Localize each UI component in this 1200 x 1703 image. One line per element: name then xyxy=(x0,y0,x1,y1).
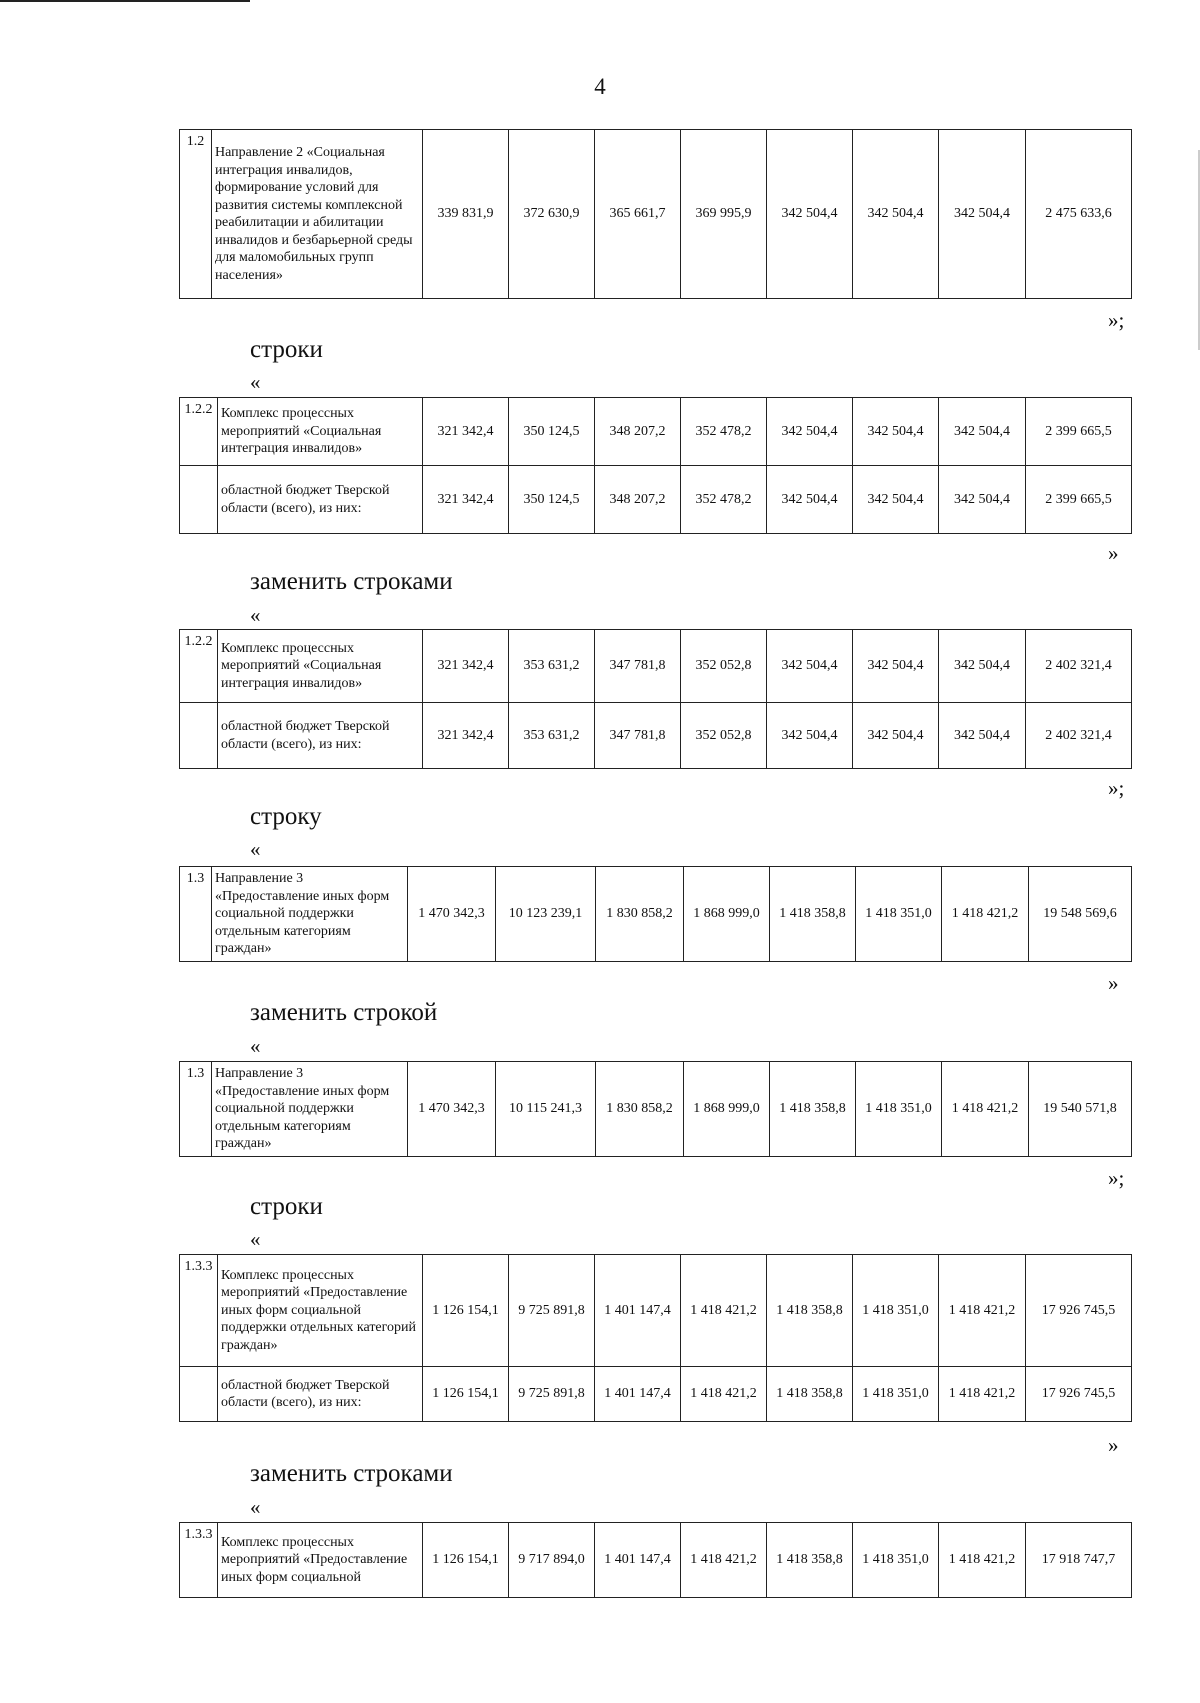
value-cell: 1 830 858,2 xyxy=(596,1062,684,1157)
table-row xyxy=(180,1255,1132,1367)
value-cell: 342 504,4 xyxy=(767,466,853,534)
table-complex-1-2-2-new xyxy=(179,629,1132,769)
value-cell: 1 418 421,2 xyxy=(939,1255,1026,1367)
value-cell: 17 926 745,5 xyxy=(1026,1255,1132,1367)
opening-quote: « xyxy=(250,603,261,627)
value-cell: 348 207,2 xyxy=(595,466,681,534)
value-cell: 1 418 358,8 xyxy=(767,1367,853,1422)
value-cell: 1 868 999,0 xyxy=(684,867,770,962)
table-row xyxy=(180,867,1132,962)
value-cell: 352 478,2 xyxy=(681,466,767,534)
value-cell: 342 504,4 xyxy=(939,703,1026,769)
row-number: 1.3 xyxy=(180,1062,212,1157)
value-cell: 342 504,4 xyxy=(767,398,853,466)
value-cell: 1 418 358,8 xyxy=(767,1255,853,1367)
value-cell: 321 342,4 xyxy=(423,398,509,466)
row-name: областной бюджет Тверской области (всего), из них: xyxy=(218,466,423,534)
row-number xyxy=(180,703,218,769)
closing-quote: »; xyxy=(1108,776,1125,800)
row-number: 1.3 xyxy=(180,867,212,962)
table-complex-1-3-3-old xyxy=(179,1254,1132,1422)
value-cell: 342 504,4 xyxy=(939,130,1026,299)
value-cell: 339 831,9 xyxy=(423,130,509,299)
value-cell: 342 504,4 xyxy=(767,130,853,299)
section-caption: строки xyxy=(250,1193,323,1220)
value-cell: 1 470 342,3 xyxy=(408,867,496,962)
table-row xyxy=(180,130,1132,299)
value-cell: 1 418 421,2 xyxy=(681,1523,767,1598)
table-direction-2 xyxy=(179,129,1132,299)
row-name: областной бюджет Тверской области (всего), из них: xyxy=(218,1367,423,1422)
value-cell: 1 418 358,8 xyxy=(770,867,856,962)
row-name: Направление 2 «Социальная интеграция инвалидов, формирование условий для развития системы комплексной реабилитации и абилитации инвалидов и безбарьерной среды для маломобильных групп населения» xyxy=(212,130,423,299)
row-number: 1.2.2 xyxy=(180,398,218,466)
value-cell: 353 631,2 xyxy=(509,630,595,703)
value-cell: 1 868 999,0 xyxy=(684,1062,770,1157)
value-cell: 342 504,4 xyxy=(939,466,1026,534)
row-name: Направление 3 «Предоставление иных форм социальной поддержки отдельным категориям граждан» xyxy=(212,867,408,962)
table-row xyxy=(180,1367,1132,1422)
value-cell: 2 475 633,6 xyxy=(1026,130,1132,299)
value-cell: 342 504,4 xyxy=(853,130,939,299)
value-cell: 342 504,4 xyxy=(939,630,1026,703)
opening-quote: « xyxy=(250,1495,261,1519)
value-cell: 365 661,7 xyxy=(595,130,681,299)
value-cell: 1 126 154,1 xyxy=(423,1367,509,1422)
value-cell: 321 342,4 xyxy=(423,630,509,703)
table-row xyxy=(180,1062,1132,1157)
value-cell: 19 540 571,8 xyxy=(1029,1062,1132,1157)
opening-quote: « xyxy=(250,370,261,394)
opening-quote: « xyxy=(250,837,261,861)
row-name: Комплекс процессных мероприятий «Социальная интеграция инвалидов» xyxy=(218,398,423,466)
value-cell: 342 504,4 xyxy=(853,703,939,769)
value-cell: 19 548 569,6 xyxy=(1029,867,1132,962)
opening-quote: « xyxy=(250,1034,261,1058)
table-complex-1-3-3-new xyxy=(179,1522,1132,1598)
value-cell: 369 995,9 xyxy=(681,130,767,299)
table-row xyxy=(180,703,1132,769)
value-cell: 352 052,8 xyxy=(681,703,767,769)
section-caption: строки xyxy=(250,336,323,363)
row-number: 1.2 xyxy=(180,130,212,299)
value-cell: 342 504,4 xyxy=(853,398,939,466)
table-complex-1-2-2-old xyxy=(179,397,1132,534)
value-cell: 1 126 154,1 xyxy=(423,1255,509,1367)
row-name: Комплекс процессных мероприятий «Предоставление иных форм социальной поддержки отдельных категорий граждан» xyxy=(218,1255,423,1367)
row-number: 1.3.3 xyxy=(180,1255,218,1367)
section-caption: строку xyxy=(250,803,322,830)
row-name: Комплекс процессных мероприятий «Социальная интеграция инвалидов» xyxy=(218,630,423,703)
value-cell: 347 781,8 xyxy=(595,703,681,769)
value-cell: 1 418 351,0 xyxy=(856,1062,942,1157)
value-cell: 1 126 154,1 xyxy=(423,1523,509,1598)
value-cell: 342 504,4 xyxy=(767,703,853,769)
section-caption: заменить строкой xyxy=(250,999,438,1026)
value-cell: 348 207,2 xyxy=(595,398,681,466)
value-cell: 1 401 147,4 xyxy=(595,1255,681,1367)
table-direction-3-new xyxy=(179,1061,1132,1157)
closing-quote: » xyxy=(1108,541,1119,565)
value-cell: 350 124,5 xyxy=(509,466,595,534)
value-cell: 1 470 342,3 xyxy=(408,1062,496,1157)
value-cell: 350 124,5 xyxy=(509,398,595,466)
value-cell: 1 418 351,0 xyxy=(853,1523,939,1598)
value-cell: 10 123 239,1 xyxy=(496,867,596,962)
value-cell: 1 418 351,0 xyxy=(853,1255,939,1367)
closing-quote: »; xyxy=(1108,1166,1125,1190)
value-cell: 342 504,4 xyxy=(853,466,939,534)
value-cell: 2 402 321,4 xyxy=(1026,703,1132,769)
value-cell: 342 504,4 xyxy=(767,630,853,703)
closing-quote: » xyxy=(1108,971,1119,995)
closing-quote: » xyxy=(1108,1433,1119,1457)
value-cell: 342 504,4 xyxy=(853,630,939,703)
value-cell: 1 830 858,2 xyxy=(596,867,684,962)
value-cell: 2 399 665,5 xyxy=(1026,466,1132,534)
table-row xyxy=(180,466,1132,534)
value-cell: 352 478,2 xyxy=(681,398,767,466)
value-cell: 321 342,4 xyxy=(423,466,509,534)
value-cell: 9 717 894,0 xyxy=(509,1523,595,1598)
value-cell: 1 401 147,4 xyxy=(595,1367,681,1422)
value-cell: 10 115 241,3 xyxy=(496,1062,596,1157)
value-cell: 1 418 421,2 xyxy=(681,1367,767,1422)
page-number: 4 xyxy=(594,74,606,99)
table-row xyxy=(180,630,1132,703)
value-cell: 372 630,9 xyxy=(509,130,595,299)
row-number xyxy=(180,1367,218,1422)
value-cell: 2 399 665,5 xyxy=(1026,398,1132,466)
value-cell: 1 418 351,0 xyxy=(853,1367,939,1422)
section-caption: заменить строками xyxy=(250,1460,453,1487)
value-cell: 1 418 358,8 xyxy=(770,1062,856,1157)
row-number: 1.2.2 xyxy=(180,630,218,703)
row-number xyxy=(180,466,218,534)
value-cell: 1 401 147,4 xyxy=(595,1523,681,1598)
value-cell: 353 631,2 xyxy=(509,703,595,769)
table-row xyxy=(180,1523,1132,1598)
table-direction-3-old xyxy=(179,866,1132,962)
section-caption: заменить строками xyxy=(250,568,453,595)
value-cell: 17 926 745,5 xyxy=(1026,1367,1132,1422)
opening-quote: « xyxy=(250,1227,261,1251)
closing-quote: »; xyxy=(1108,308,1125,332)
row-number: 1.3.3 xyxy=(180,1523,218,1598)
row-name: Направление 3 «Предоставление иных форм социальной поддержки отдельным категориям граждан» xyxy=(212,1062,408,1157)
value-cell: 1 418 421,2 xyxy=(939,1367,1026,1422)
value-cell: 9 725 891,8 xyxy=(509,1255,595,1367)
value-cell: 1 418 421,2 xyxy=(681,1255,767,1367)
row-name: областной бюджет Тверской области (всего), из них: xyxy=(218,703,423,769)
value-cell: 342 504,4 xyxy=(939,398,1026,466)
value-cell: 17 918 747,7 xyxy=(1026,1523,1132,1598)
value-cell: 1 418 421,2 xyxy=(942,1062,1029,1157)
value-cell: 352 052,8 xyxy=(681,630,767,703)
table-row xyxy=(180,398,1132,466)
scan-edge-mark xyxy=(0,0,250,2)
row-name: Комплекс процессных мероприятий «Предоставление иных форм социальной xyxy=(218,1523,423,1598)
value-cell: 321 342,4 xyxy=(423,703,509,769)
value-cell: 1 418 421,2 xyxy=(942,867,1029,962)
value-cell: 347 781,8 xyxy=(595,630,681,703)
value-cell: 9 725 891,8 xyxy=(509,1367,595,1422)
value-cell: 2 402 321,4 xyxy=(1026,630,1132,703)
value-cell: 1 418 351,0 xyxy=(856,867,942,962)
value-cell: 1 418 421,2 xyxy=(939,1523,1026,1598)
value-cell: 1 418 358,8 xyxy=(767,1523,853,1598)
